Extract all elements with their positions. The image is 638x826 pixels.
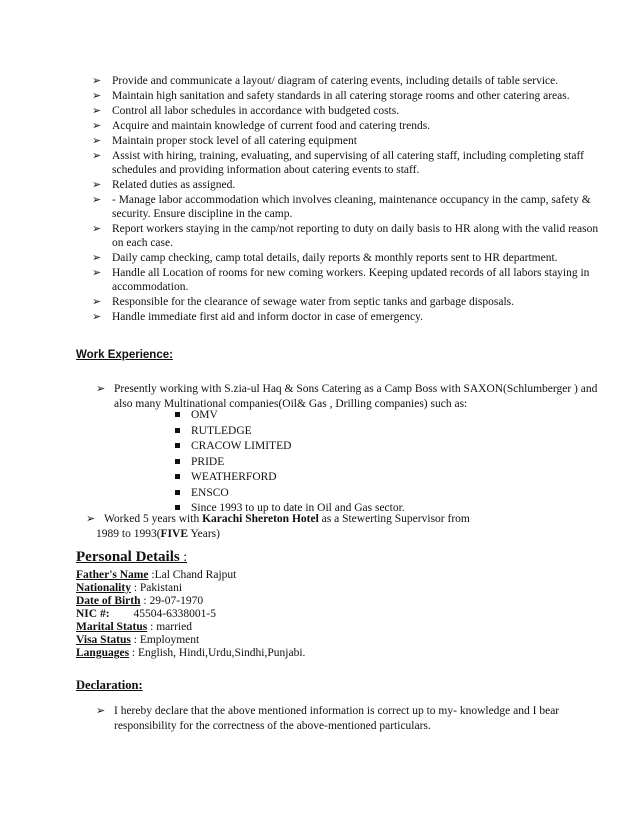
arrowhead-bullet-icon: ➢ bbox=[92, 179, 102, 191]
duty-item: ➢ Control all labor schedules in accordance with budgeted costs. bbox=[92, 105, 400, 117]
arrowhead-bullet-icon: ➢ bbox=[92, 120, 102, 132]
declaration-heading: Declaration: bbox=[76, 678, 143, 692]
arrowhead-bullet-icon: ➢ bbox=[92, 311, 102, 323]
previous-employment-years: 1989 to 1993(FIVE Years) bbox=[96, 528, 220, 540]
arrowhead-bullet-icon: ➢ bbox=[92, 252, 102, 264]
personal-row: Nationality : Pakistani bbox=[76, 582, 183, 594]
personal-row: Languages : English, Hindi,Urdu,Sindhi,Punjabi. bbox=[76, 647, 306, 659]
work-experience-heading: Work Experience: bbox=[76, 349, 173, 361]
current-employment-item: ➢ Presently working with S.zia-ul Haq & Sons Catering as a Camp Boss with SAXON(Schlumberger ) and also many Multinational companies(Oil& Gas , Drilling companies) such as: bbox=[96, 383, 598, 410]
arrowhead-bullet-icon: ➢ bbox=[92, 135, 102, 147]
arrowhead-bullet-icon: ➢ bbox=[96, 705, 106, 717]
company-item: Since 1993 to up to date in Oil and Gas sector. bbox=[175, 500, 405, 516]
personal-row: Marital Status : married bbox=[76, 621, 192, 633]
square-bullet-icon bbox=[175, 428, 180, 433]
arrowhead-bullet-icon: ➢ bbox=[92, 194, 102, 206]
arrowhead-bullet-icon: ➢ bbox=[92, 150, 102, 162]
arrowhead-bullet-icon: ➢ bbox=[86, 513, 96, 525]
square-bullet-icon bbox=[175, 443, 180, 448]
duty-item: ➢ Related duties as assigned. bbox=[92, 179, 236, 191]
arrowhead-bullet-icon: ➢ bbox=[92, 90, 102, 102]
previous-employment-item: ➢ Worked 5 years with Karachi Shereton Hotel as a Stewerting Supervisor from bbox=[86, 511, 606, 528]
duty-item: ➢ - Manage labor accommodation which involves cleaning, maintenance occupancy in the camp, safety & security. Ensure discipline in the camp. bbox=[92, 194, 591, 220]
duty-item: ➢ Handle immediate first aid and inform doctor in case of emergency. bbox=[92, 311, 424, 323]
arrowhead-bullet-icon: ➢ bbox=[92, 296, 102, 308]
arrowhead-bullet-icon: ➢ bbox=[92, 75, 102, 87]
arrowhead-bullet-icon: ➢ bbox=[92, 223, 102, 235]
company-item: WEATHERFORD bbox=[175, 469, 277, 485]
square-bullet-icon bbox=[175, 474, 180, 479]
personal-row: NIC #: 45504-6338001-5 bbox=[76, 608, 216, 620]
square-bullet-icon bbox=[175, 459, 180, 464]
square-bullet-icon bbox=[175, 490, 180, 495]
personal-row: Visa Status : Employment bbox=[76, 634, 200, 646]
duty-item: ➢ Provide and communicate a layout/ diagram of catering events, including details of table service. bbox=[92, 75, 559, 87]
duty-item: ➢ Maintain high sanitation and safety standards in all catering storage rooms and other catering areas. bbox=[92, 90, 570, 102]
previous-employer: Karachi Shereton Hotel bbox=[202, 513, 319, 525]
personal-row: Date of Birth : 29-07-1970 bbox=[76, 595, 204, 607]
arrowhead-bullet-icon: ➢ bbox=[92, 105, 102, 117]
personal-row: Father's Name :Lal Chand Rajput bbox=[76, 569, 237, 581]
company-item: ENSCO bbox=[175, 485, 229, 501]
personal-details-heading: Personal Details : bbox=[76, 549, 188, 565]
duty-item: ➢ Daily camp checking, camp total details, daily reports & monthly reports sent to HR department. bbox=[92, 252, 558, 264]
arrowhead-bullet-icon: ➢ bbox=[96, 383, 106, 395]
square-bullet-icon bbox=[175, 505, 180, 510]
duty-item: ➢ Report workers staying in the camp/not reporting to duty on daily basis to HR along with the valid reason on each case. bbox=[92, 223, 599, 249]
declaration-item: ➢ I hereby declare that the above mentioned information is correct up to my- knowledge and I bear responsibility for the correctness of the above-mentioned particulars. bbox=[96, 705, 560, 732]
duty-item: ➢ Handle all Location of rooms for new coming workers. Keeping updated records of all labors staying in accommodation. bbox=[92, 267, 590, 293]
company-item: PRIDE bbox=[175, 454, 224, 470]
duty-item: ➢ Responsible for the clearance of sewage water from septic tanks and garbage disposals. bbox=[92, 296, 515, 308]
duty-item: ➢ Acquire and maintain knowledge of current food and catering trends. bbox=[92, 120, 431, 132]
square-bullet-icon bbox=[175, 412, 180, 417]
company-item: RUTLEDGE bbox=[175, 423, 252, 439]
company-item: CRACOW LIMITED bbox=[175, 438, 291, 454]
arrowhead-bullet-icon: ➢ bbox=[92, 267, 102, 279]
duty-item: ➢ Assist with hiring, training, evaluating, and supervising of all catering staff, including completing staff schedules and providing information about catering events to staff. bbox=[92, 150, 584, 176]
company-item: OMV bbox=[175, 407, 218, 423]
duty-item: ➢ Maintain proper stock level of all catering equipment bbox=[92, 135, 357, 147]
